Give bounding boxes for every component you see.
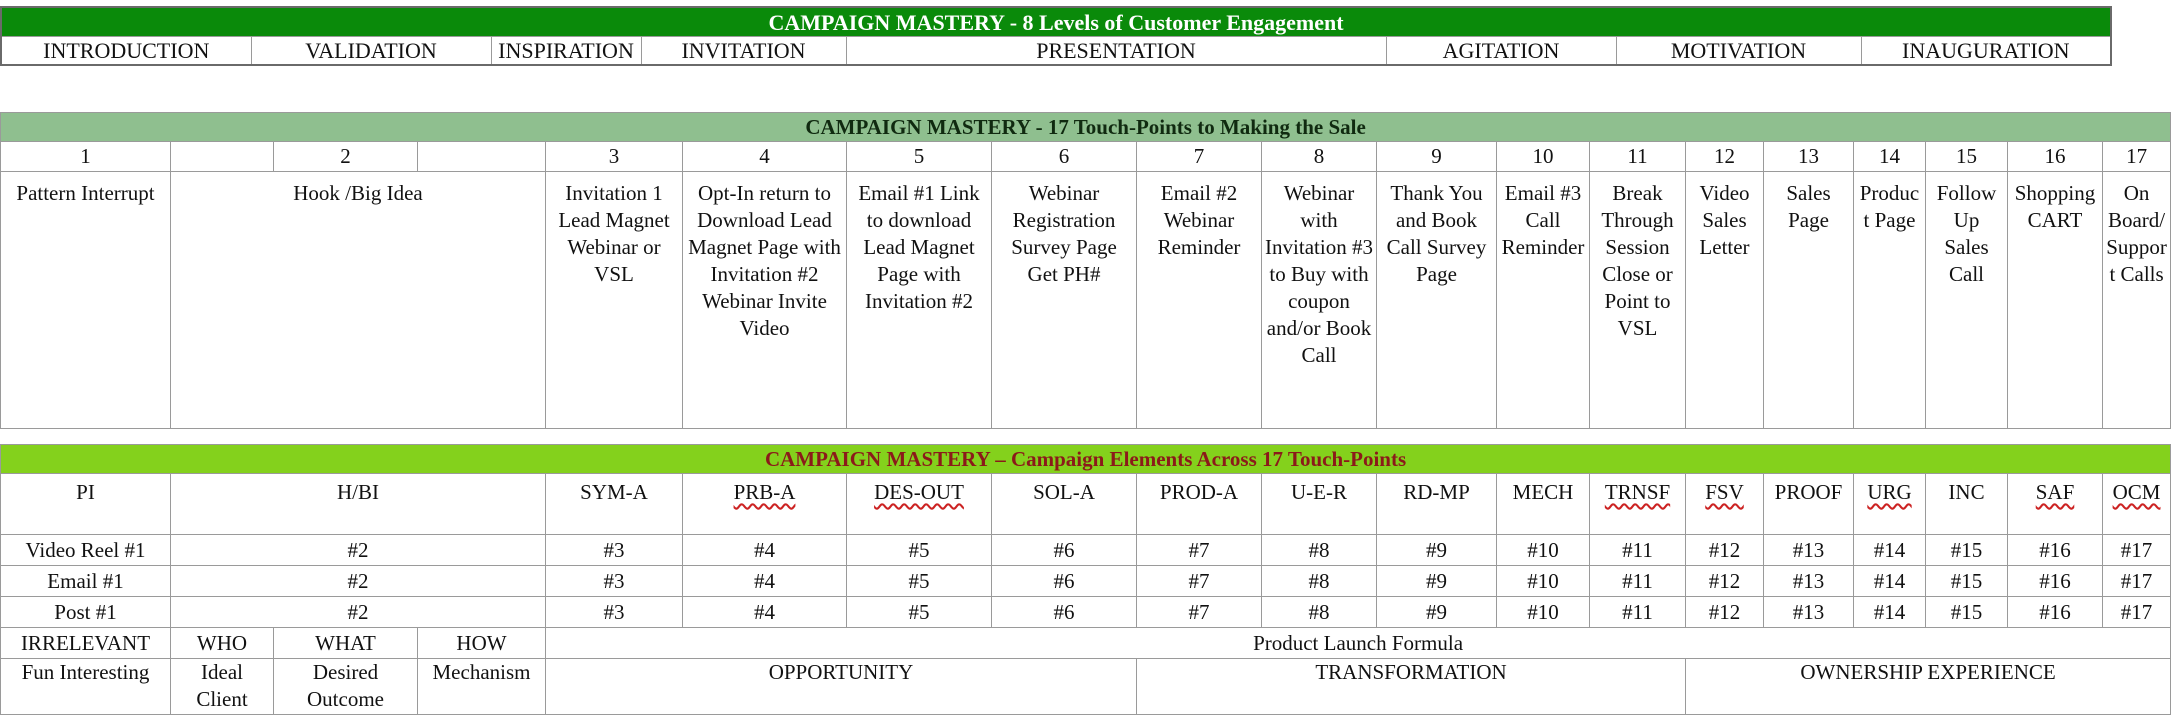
element-value[interactable]: #10 (1497, 535, 1590, 566)
element-value[interactable]: #4 (683, 535, 847, 566)
element-value[interactable]: #11 (1590, 597, 1686, 628)
touchpoint-number[interactable]: 1 (1, 142, 171, 172)
touchpoint-description-row (1, 172, 2171, 429)
element-value[interactable]: #4 (683, 566, 847, 597)
element-abbreviation[interactable]: TRNSF (1590, 474, 1686, 535)
element-value[interactable]: #11 (1590, 535, 1686, 566)
element-value[interactable]: #13 (1764, 597, 1854, 628)
element-abbreviation[interactable]: PI (1, 474, 171, 535)
element-value[interactable]: #3 (546, 597, 683, 628)
touchpoint-number[interactable]: 8 (1262, 142, 1377, 172)
element-value[interactable]: #16 (2008, 566, 2103, 597)
element-abbreviation[interactable]: URG (1854, 474, 1926, 535)
element-abbreviation[interactable]: SYM-A (546, 474, 683, 535)
element-value[interactable]: #3 (546, 535, 683, 566)
element-value[interactable]: #12 (1686, 535, 1764, 566)
element-value[interactable]: #5 (847, 597, 992, 628)
element-value[interactable]: #2 (171, 535, 546, 566)
touchpoint-description[interactable]: Opt-In return to Download Lead Magnet Page with Invitation #2 Webinar Invite Video (683, 172, 847, 429)
element-row-post (1, 597, 2171, 628)
framework-header-row (1, 628, 2171, 659)
element-value[interactable]: #8 (1262, 566, 1377, 597)
touchpoint-number[interactable]: 15 (1926, 142, 2008, 172)
touchpoint-description[interactable]: On Board/ Support Calls (2103, 172, 2171, 429)
levels-table-title[interactable]: CAMPAIGN MASTERY - 8 Levels of Customer Engagement (1, 7, 2111, 37)
framework-header[interactable]: HOW (418, 628, 546, 659)
touchpoints-table-title[interactable]: CAMPAIGN MASTERY - 17 Touch-Points to Making the Sale (1, 113, 2171, 142)
touchpoint-number[interactable] (171, 142, 274, 172)
touchpoint-description[interactable]: Thank You and Book Call Survey Page (1377, 172, 1497, 429)
touchpoint-number[interactable]: 5 (847, 142, 992, 172)
touchpoint-number[interactable]: 13 (1764, 142, 1854, 172)
element-value[interactable]: #6 (992, 566, 1137, 597)
framework-value[interactable]: Desired Outcome (274, 659, 418, 715)
touchpoint-number[interactable]: 10 (1497, 142, 1590, 172)
elements-table-title[interactable]: CAMPAIGN MASTERY – Campaign Elements Across 17 Touch-Points (1, 445, 2171, 474)
level-cell[interactable]: PRESENTATION (846, 37, 1386, 66)
element-value[interactable]: #2 (171, 597, 546, 628)
element-value[interactable]: #17 (2103, 597, 2171, 628)
touchpoint-number[interactable]: 2 (274, 142, 418, 172)
element-abbreviation[interactable]: FSV (1686, 474, 1764, 535)
element-value[interactable]: #16 (2008, 597, 2103, 628)
touchpoint-number[interactable]: 9 (1377, 142, 1497, 172)
element-value[interactable]: #3 (546, 566, 683, 597)
element-abbreviation[interactable]: U-E-R (1262, 474, 1377, 535)
level-cell[interactable]: MOTIVATION (1616, 37, 1861, 66)
element-value[interactable]: #15 (1926, 566, 2008, 597)
framework-header[interactable]: IRRELEVANT (1, 628, 171, 659)
element-value[interactable]: #14 (1854, 566, 1926, 597)
framework-value-row (1, 659, 2171, 715)
touchpoint-description[interactable]: Email #3 Call Reminder (1497, 172, 1590, 429)
element-value[interactable]: #8 (1262, 535, 1377, 566)
touchpoint-number-row (1, 142, 2171, 172)
touchpoint-description[interactable]: Webinar with Invitation #3 to Buy with coupon and/or Book Call (1262, 172, 1377, 429)
touchpoint-number[interactable]: 16 (2008, 142, 2103, 172)
row-label[interactable]: Email #1 (1, 566, 171, 597)
touchpoint-description[interactable]: Video Sales Letter (1686, 172, 1764, 429)
product-launch-formula-header[interactable]: Product Launch Formula (546, 628, 2171, 659)
element-value[interactable]: #15 (1926, 535, 2008, 566)
touchpoint-description[interactable]: Invitation 1 Lead Magnet Webinar or VSL (546, 172, 683, 429)
element-row-email (1, 566, 2171, 597)
framework-value[interactable]: Mechanism (418, 659, 546, 715)
element-value[interactable]: #12 (1686, 597, 1764, 628)
framework-header[interactable]: WHO (171, 628, 274, 659)
element-value[interactable]: #15 (1926, 597, 2008, 628)
element-abbreviation[interactable]: SAF (2008, 474, 2103, 535)
touchpoint-description[interactable]: Pattern Interrupt (1, 172, 171, 429)
element-abbreviation[interactable]: H/BI (171, 474, 546, 535)
touchpoint-number[interactable]: 17 (2103, 142, 2171, 172)
element-abbreviation[interactable]: MECH (1497, 474, 1590, 535)
level-cell[interactable]: INSPIRATION (491, 37, 641, 66)
row-label[interactable]: Video Reel #1 (1, 535, 171, 566)
touchpoint-description[interactable]: Webinar Registration Survey Page Get PH# (992, 172, 1137, 429)
element-value[interactable]: #6 (992, 535, 1137, 566)
element-abbreviation[interactable]: OCM (2103, 474, 2171, 535)
touchpoint-number[interactable]: 4 (683, 142, 847, 172)
element-value[interactable]: #13 (1764, 566, 1854, 597)
levels-table (0, 6, 2112, 66)
level-cell[interactable]: INTRODUCTION (1, 37, 251, 66)
element-value[interactable]: #5 (847, 535, 992, 566)
touchpoint-description[interactable]: Product Page (1854, 172, 1926, 429)
element-value[interactable]: #13 (1764, 535, 1854, 566)
element-value[interactable]: #10 (1497, 566, 1590, 597)
touchpoint-description[interactable]: Hook /Big Idea (171, 172, 546, 429)
framework-ownership-experience[interactable]: OWNERSHIP EXPERIENCE (1686, 659, 2171, 715)
level-cell[interactable]: VALIDATION (251, 37, 491, 66)
element-value[interactable]: #17 (2103, 535, 2171, 566)
touchpoint-number[interactable]: 7 (1137, 142, 1262, 172)
element-value[interactable]: #12 (1686, 566, 1764, 597)
element-abbreviation[interactable]: INC (1926, 474, 2008, 535)
element-value[interactable]: #9 (1377, 535, 1497, 566)
element-abbreviation[interactable]: PROOF (1764, 474, 1854, 535)
element-abbreviation[interactable]: SOL-A (992, 474, 1137, 535)
touchpoints-table (0, 112, 2171, 429)
element-value[interactable]: #5 (847, 566, 992, 597)
framework-header[interactable]: WHAT (274, 628, 418, 659)
touchpoint-description[interactable]: Sales Page (1764, 172, 1854, 429)
element-value[interactable]: #11 (1590, 566, 1686, 597)
element-value[interactable]: #14 (1854, 535, 1926, 566)
framework-opportunity[interactable]: OPPORTUNITY (546, 659, 1137, 715)
touchpoint-number[interactable]: 3 (546, 142, 683, 172)
element-value[interactable]: #7 (1137, 597, 1262, 628)
level-cell[interactable]: AGITATION (1386, 37, 1616, 66)
touchpoint-description[interactable]: Shopping CART (2008, 172, 2103, 429)
touchpoint-number[interactable]: 12 (1686, 142, 1764, 172)
framework-value[interactable]: Fun Interesting (1, 659, 171, 715)
level-cell[interactable]: INVITATION (641, 37, 846, 66)
element-value[interactable]: #9 (1377, 597, 1497, 628)
touchpoint-description[interactable]: Email #2 Webinar Reminder (1137, 172, 1262, 429)
element-value[interactable]: #6 (992, 597, 1137, 628)
levels-row (1, 37, 2111, 66)
element-value[interactable]: #7 (1137, 566, 1262, 597)
touchpoint-number[interactable] (418, 142, 546, 172)
row-label[interactable]: Post #1 (1, 597, 171, 628)
element-value[interactable]: #2 (171, 566, 546, 597)
touchpoint-number[interactable]: 14 (1854, 142, 1926, 172)
element-abbreviation[interactable]: PROD-A (1137, 474, 1262, 535)
element-value[interactable]: #7 (1137, 535, 1262, 566)
elements-table (0, 444, 2171, 715)
element-value[interactable]: #9 (1377, 566, 1497, 597)
element-value[interactable]: #17 (2103, 566, 2171, 597)
level-cell[interactable]: INAUGURATION (1861, 37, 2111, 66)
framework-transformation[interactable]: TRANSFORMATION (1137, 659, 1686, 715)
element-value[interactable]: #8 (1262, 597, 1377, 628)
element-abbreviation-row (1, 474, 2171, 535)
element-value[interactable]: #4 (683, 597, 847, 628)
touchpoint-description[interactable]: Break Through Session Close or Point to VSL (1590, 172, 1686, 429)
element-value[interactable]: #16 (2008, 535, 2103, 566)
element-value[interactable]: #14 (1854, 597, 1926, 628)
touchpoint-description[interactable]: Email #1 Link to download Lead Magnet Page with Invitation #2 (847, 172, 992, 429)
touchpoint-number[interactable]: 6 (992, 142, 1137, 172)
element-value[interactable]: #10 (1497, 597, 1590, 628)
element-abbreviation[interactable]: DES-OUT (847, 474, 992, 535)
framework-value[interactable]: Ideal Client (171, 659, 274, 715)
element-abbreviation[interactable]: PRB-A (683, 474, 847, 535)
element-abbreviation[interactable]: RD-MP (1377, 474, 1497, 535)
touchpoint-number[interactable]: 11 (1590, 142, 1686, 172)
element-row-video-reel (1, 535, 2171, 566)
touchpoint-description[interactable]: Follow Up Sales Call (1926, 172, 2008, 429)
